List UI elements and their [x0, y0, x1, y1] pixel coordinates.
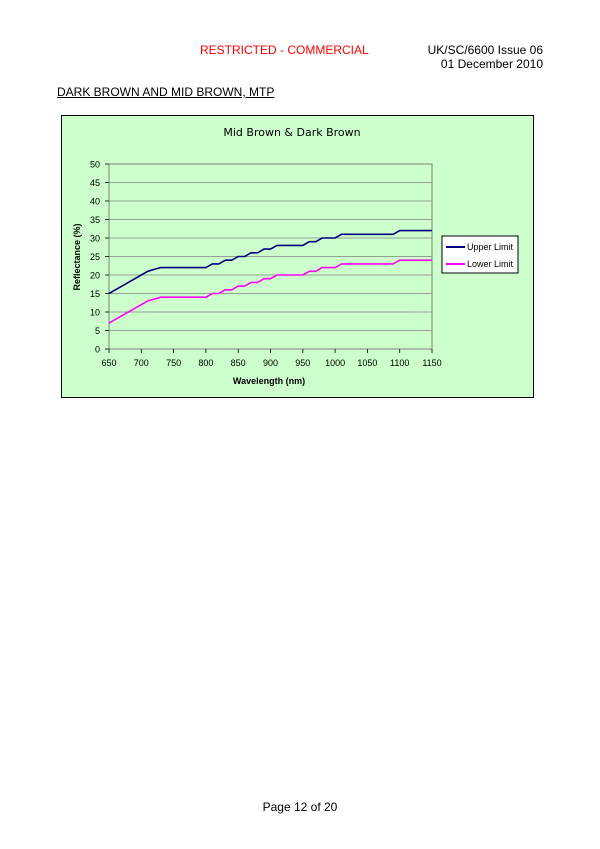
y-tick-label: 35: [89, 215, 100, 225]
x-tick-label: 1150: [422, 358, 442, 368]
y-tick-label: 0: [94, 344, 100, 355]
y-axis-label: Reflectance (%): [72, 223, 82, 291]
x-tick-label: 950: [295, 358, 311, 368]
legend-label-upper: Upper Limit: [467, 242, 514, 252]
chart-area: [61, 115, 534, 398]
y-tick-label: 45: [89, 178, 100, 188]
x-tick-label: 650: [101, 358, 117, 368]
x-axis-label: Wavelength (nm): [232, 376, 306, 386]
section-title: DARK BROWN AND MID BROWN, MTP: [57, 85, 275, 99]
y-tick-labels: [90, 160, 109, 355]
y-tick-label: 50: [89, 159, 100, 170]
legend: [442, 236, 518, 273]
x-tick-label: 1000: [325, 358, 346, 368]
x-tick-label: 800: [198, 358, 214, 368]
y-tick-label: 25: [89, 252, 100, 262]
restricted-label: RESTRICTED - COMMERCIAL: [200, 43, 369, 57]
y-tick-label: 40: [89, 196, 100, 207]
chart-title: Mid Brown & Dark Brown: [223, 126, 361, 139]
y-tick-label: 15: [89, 289, 100, 299]
y-tick-label: 20: [89, 270, 100, 281]
y-tick-label: 30: [89, 233, 100, 244]
x-tick-labels: [101, 349, 441, 368]
page-number: Page 12 of 20: [262, 800, 338, 814]
x-tick-label: 850: [230, 358, 246, 368]
series-layer: [109, 231, 432, 324]
document-date: 01 December 2010: [440, 57, 543, 71]
series-line-lower-limit: [109, 260, 432, 323]
x-tick-label: 1100: [390, 358, 410, 368]
legend-label-lower: Lower Limit: [467, 259, 514, 269]
x-tick-label: 900: [262, 358, 279, 368]
series-line-upper-limit: [109, 231, 432, 294]
x-tick-label: 700: [133, 358, 149, 368]
document-number: UK/SC/6600 Issue 06: [427, 43, 543, 57]
x-tick-label: 750: [166, 358, 182, 368]
x-tick-label: 1050: [357, 358, 378, 368]
y-tick-label: 5: [94, 326, 100, 336]
y-tick-label: 10: [89, 307, 100, 318]
document-reference: [428, 43, 543, 71]
chart-svg: [62, 116, 533, 397]
grid-layer: [109, 183, 432, 331]
